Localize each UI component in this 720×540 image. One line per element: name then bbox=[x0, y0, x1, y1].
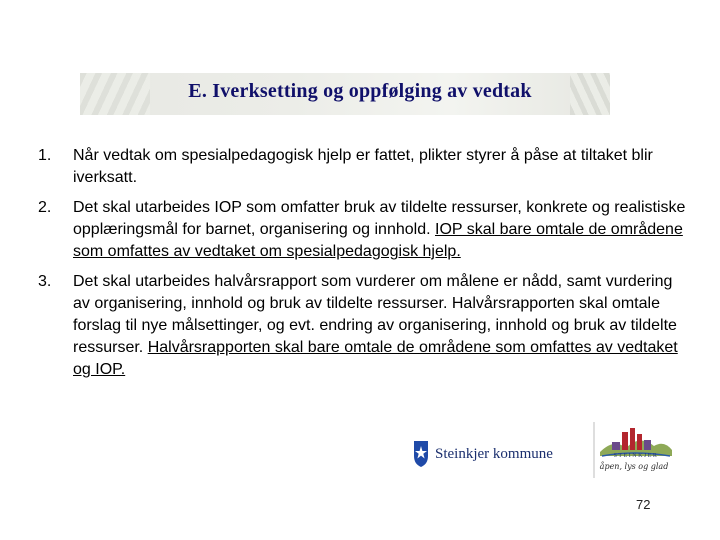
list-item-text: Når vedtak om spesialpedagogisk hjelp er fattet, plikter styrer å påse at tiltaket blir iverksatt. bbox=[73, 147, 653, 186]
list-item bbox=[38, 271, 688, 381]
list-item-number: 2. bbox=[38, 199, 52, 216]
list-item-number: 1. bbox=[38, 147, 52, 164]
shield-icon bbox=[413, 440, 429, 468]
list-item-text: Det skal utarbeides halvårsrapport som vurderer om målene er nådd, samt vurdering av organisering, innhold og bruk av tildelte ressurser. Halvårsrapporten skal omtale forslag til nye målsettinger, og evt. endring av organisering, innhold og bruk av tildelte ressurser. bbox=[73, 273, 677, 356]
list-item-number: 3. bbox=[38, 273, 52, 290]
list-item-underlined-text: Halvårsrapporten skal bare omtale de områdene som omfattes av vedtaket og IOP. bbox=[73, 339, 678, 378]
steinkjer-slogan: åpen, lys og glad bbox=[599, 462, 669, 471]
steinkjer-kommune-logo bbox=[413, 436, 553, 472]
list-item-underlined-text: IOP skal bare omtale de områdene som omfattes av vedtaket om spesialpedagogisk hjelp. bbox=[73, 221, 683, 260]
kommune-name: Steinkjer kommune bbox=[435, 445, 553, 462]
page-number: 72 bbox=[636, 497, 651, 512]
list-item bbox=[38, 145, 688, 189]
slide-title: E. Iverksetting og oppfølging av vedtak bbox=[188, 80, 532, 102]
list-item bbox=[38, 197, 688, 263]
list-item-text: Det skal utarbeides IOP som omfatter bruk av tildelte ressurser, konkrete og realistiske opplæringsmål for barnet, organisering og innhold. bbox=[73, 199, 686, 238]
steinkjer-logo-name: STEINKJER bbox=[613, 453, 659, 459]
steinkjer-city-logo-icon bbox=[592, 420, 676, 480]
content-list bbox=[38, 145, 688, 389]
